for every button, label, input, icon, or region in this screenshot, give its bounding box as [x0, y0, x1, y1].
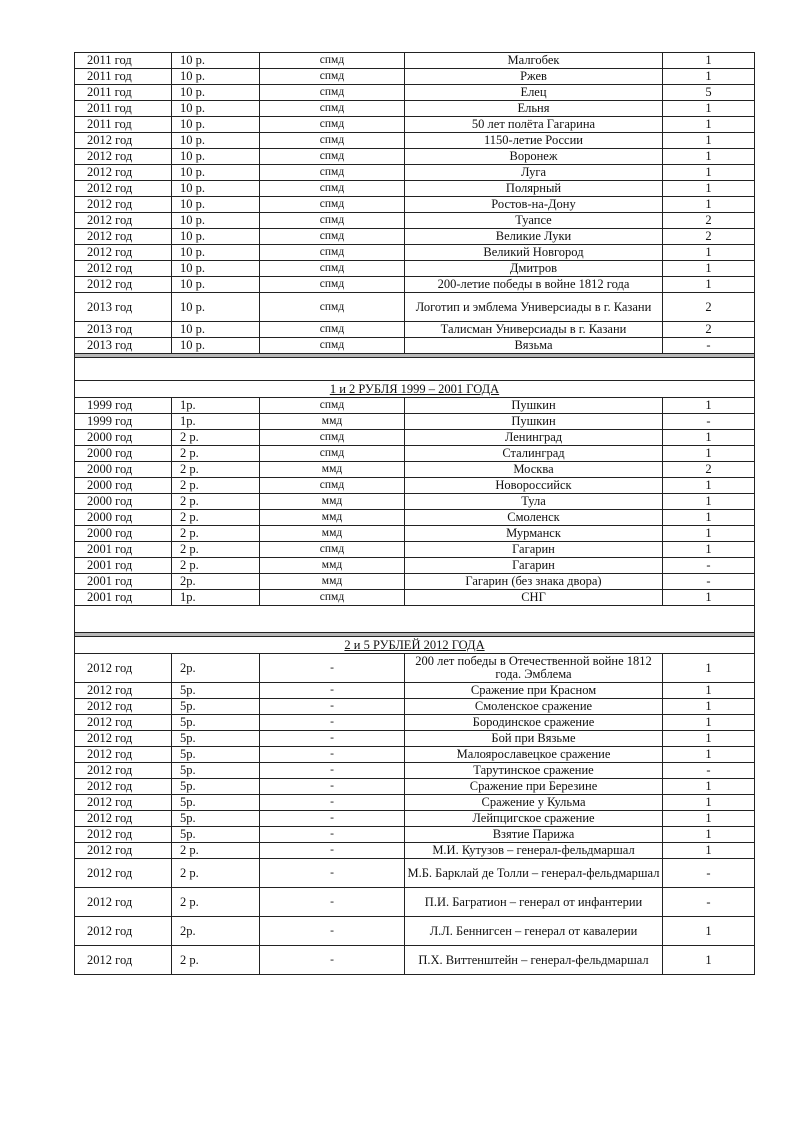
- quantity-cell: -: [663, 558, 755, 574]
- denomination-cell: 10 р.: [172, 117, 260, 133]
- coin-table: [74, 52, 755, 975]
- year-cell: 2012 год: [75, 946, 172, 975]
- denomination-cell: 5р.: [172, 795, 260, 811]
- denomination-cell: 10 р.: [172, 277, 260, 293]
- denomination-cell: 10 р.: [172, 322, 260, 338]
- mint-cell: ммд: [260, 574, 405, 590]
- coin-name-cell: Пушкин: [405, 414, 663, 430]
- year-cell: 2012 год: [75, 699, 172, 715]
- year-cell: 2012 год: [75, 181, 172, 197]
- table-row: [75, 117, 755, 133]
- coin-name-cell: М.И. Кутузов – генерал-фельдмаршал: [405, 843, 663, 859]
- coin-name-cell: СНГ: [405, 590, 663, 606]
- year-cell: 2012 год: [75, 747, 172, 763]
- mint-cell: -: [260, 731, 405, 747]
- denomination-cell: 10 р.: [172, 85, 260, 101]
- mint-cell: спмд: [260, 213, 405, 229]
- table-row: [75, 526, 755, 542]
- mint-cell: -: [260, 888, 405, 917]
- quantity-cell: 1: [663, 779, 755, 795]
- denomination-cell: 2 р.: [172, 558, 260, 574]
- quantity-cell: 2: [663, 293, 755, 322]
- year-cell: 2011 год: [75, 117, 172, 133]
- denomination-cell: 2р.: [172, 917, 260, 946]
- coin-name-cell: Москва: [405, 462, 663, 478]
- coin-name-cell: Талисман Универсиады в г. Казани: [405, 322, 663, 338]
- year-cell: 2001 год: [75, 558, 172, 574]
- denomination-cell: 10 р.: [172, 245, 260, 261]
- year-cell: 2000 год: [75, 430, 172, 446]
- coin-name-cell: 50 лет полёта Гагарина: [405, 117, 663, 133]
- mint-cell: -: [260, 699, 405, 715]
- coin-name-cell: Гагарин (без знака двора): [405, 574, 663, 590]
- mint-cell: ммд: [260, 414, 405, 430]
- coin-name-cell: Взятие Парижа: [405, 827, 663, 843]
- denomination-cell: 2р.: [172, 654, 260, 683]
- section-10-rub: [75, 53, 755, 354]
- quantity-cell: -: [663, 763, 755, 779]
- denomination-cell: 1р.: [172, 398, 260, 414]
- denomination-cell: 10 р.: [172, 165, 260, 181]
- quantity-cell: 1: [663, 245, 755, 261]
- quantity-cell: 1: [663, 494, 755, 510]
- denomination-cell: 10 р.: [172, 181, 260, 197]
- mint-cell: спмд: [260, 478, 405, 494]
- denomination-cell: 1р.: [172, 590, 260, 606]
- table-row: [75, 731, 755, 747]
- coin-name-cell: Гагарин: [405, 542, 663, 558]
- table-row: [75, 261, 755, 277]
- coin-name-cell: 1150-летие России: [405, 133, 663, 149]
- year-cell: 2012 год: [75, 683, 172, 699]
- denomination-cell: 10 р.: [172, 53, 260, 69]
- denomination-cell: 5р.: [172, 683, 260, 699]
- denomination-cell: 10 р.: [172, 101, 260, 117]
- quantity-cell: 1: [663, 827, 755, 843]
- year-cell: 2012 год: [75, 731, 172, 747]
- table-row: [75, 478, 755, 494]
- coin-name-cell: Лейпцигское сражение: [405, 811, 663, 827]
- denomination-cell: 2 р.: [172, 494, 260, 510]
- mint-cell: -: [260, 715, 405, 731]
- year-cell: 1999 год: [75, 398, 172, 414]
- table-row: [75, 699, 755, 715]
- mint-cell: ммд: [260, 462, 405, 478]
- table-row: [75, 197, 755, 213]
- coin-name-cell: М.Б. Барклай де Толли – генерал-фельдмаршал: [405, 859, 663, 888]
- coin-name-cell: Тула: [405, 494, 663, 510]
- quantity-cell: 1: [663, 261, 755, 277]
- denomination-cell: 2р.: [172, 574, 260, 590]
- year-cell: 2012 год: [75, 843, 172, 859]
- table-row: [75, 430, 755, 446]
- denomination-cell: 2 р.: [172, 946, 260, 975]
- table-row: [75, 683, 755, 699]
- year-cell: 2000 год: [75, 494, 172, 510]
- table-row: [75, 654, 755, 683]
- coin-name-cell: Великие Луки: [405, 229, 663, 245]
- mint-cell: ммд: [260, 510, 405, 526]
- year-cell: 2012 год: [75, 654, 172, 683]
- coin-name-cell: Логотип и эмблема Универсиады в г. Казани: [405, 293, 663, 322]
- coin-name-cell: Л.Л. Беннигсен – генерал от кавалерии: [405, 917, 663, 946]
- denomination-cell: 10 р.: [172, 213, 260, 229]
- year-cell: 2012 год: [75, 795, 172, 811]
- year-cell: 2012 год: [75, 261, 172, 277]
- mint-cell: спмд: [260, 69, 405, 85]
- table-row: [75, 53, 755, 69]
- quantity-cell: 1: [663, 747, 755, 763]
- year-cell: 2011 год: [75, 69, 172, 85]
- coin-name-cell: Бой при Вязьме: [405, 731, 663, 747]
- mint-cell: спмд: [260, 197, 405, 213]
- year-cell: 2012 год: [75, 133, 172, 149]
- year-cell: 2012 год: [75, 779, 172, 795]
- year-cell: 2012 год: [75, 149, 172, 165]
- coin-name-cell: Луга: [405, 165, 663, 181]
- section-divider-c: [75, 606, 755, 654]
- year-cell: 2000 год: [75, 510, 172, 526]
- coin-name-cell: Смоленск: [405, 510, 663, 526]
- table-row: [75, 165, 755, 181]
- mint-cell: -: [260, 827, 405, 843]
- year-cell: 2000 год: [75, 526, 172, 542]
- table-row: [75, 811, 755, 827]
- year-cell: 2001 год: [75, 542, 172, 558]
- mint-cell: спмд: [260, 133, 405, 149]
- quantity-cell: 1: [663, 277, 755, 293]
- quantity-cell: 1: [663, 510, 755, 526]
- table-row: [75, 795, 755, 811]
- year-cell: 1999 год: [75, 414, 172, 430]
- quantity-cell: 1: [663, 843, 755, 859]
- mint-cell: спмд: [260, 338, 405, 354]
- quantity-cell: 1: [663, 149, 755, 165]
- denomination-cell: 2 р.: [172, 462, 260, 478]
- coin-name-cell: Гагарин: [405, 558, 663, 574]
- mint-cell: спмд: [260, 322, 405, 338]
- quantity-cell: 1: [663, 731, 755, 747]
- coin-name-cell: Вязьма: [405, 338, 663, 354]
- denomination-cell: 5р.: [172, 811, 260, 827]
- quantity-cell: 1: [663, 398, 755, 414]
- table-row: [75, 101, 755, 117]
- year-cell: 2012 год: [75, 213, 172, 229]
- mint-cell: спмд: [260, 245, 405, 261]
- table-row: [75, 245, 755, 261]
- table-row: [75, 338, 755, 354]
- coin-name-cell: Воронеж: [405, 149, 663, 165]
- coin-name-cell: Дмитров: [405, 261, 663, 277]
- quantity-cell: 2: [663, 462, 755, 478]
- table-row: [75, 510, 755, 526]
- mint-cell: спмд: [260, 446, 405, 462]
- year-cell: 2012 год: [75, 888, 172, 917]
- mint-cell: спмд: [260, 85, 405, 101]
- year-cell: 2013 год: [75, 338, 172, 354]
- denomination-cell: 5р.: [172, 747, 260, 763]
- table-row: [75, 293, 755, 322]
- denomination-cell: 10 р.: [172, 133, 260, 149]
- denomination-cell: 2 р.: [172, 446, 260, 462]
- section-1-2-rub: [75, 398, 755, 606]
- quantity-cell: 1: [663, 101, 755, 117]
- quantity-cell: 2: [663, 322, 755, 338]
- mint-cell: спмд: [260, 165, 405, 181]
- denomination-cell: 10 р.: [172, 229, 260, 245]
- quantity-cell: 1: [663, 715, 755, 731]
- quantity-cell: 1: [663, 590, 755, 606]
- table-row: [75, 398, 755, 414]
- quantity-cell: 1: [663, 133, 755, 149]
- denomination-cell: 10 р.: [172, 197, 260, 213]
- mint-cell: спмд: [260, 293, 405, 322]
- coin-name-cell: 200 лет победы в Отечественной войне 1812 года. Эмблема: [405, 654, 663, 683]
- quantity-cell: 1: [663, 446, 755, 462]
- quantity-cell: 1: [663, 654, 755, 683]
- denomination-cell: 2 р.: [172, 510, 260, 526]
- table-row: [75, 494, 755, 510]
- table-row: [75, 827, 755, 843]
- year-cell: 2013 год: [75, 293, 172, 322]
- coin-name-cell: Мурманск: [405, 526, 663, 542]
- table-row: [75, 85, 755, 101]
- table-row: [75, 69, 755, 85]
- denomination-cell: 2 р.: [172, 478, 260, 494]
- year-cell: 2012 год: [75, 245, 172, 261]
- coin-name-cell: Малоярославецкое сражение: [405, 747, 663, 763]
- year-cell: 2012 год: [75, 811, 172, 827]
- mint-cell: спмд: [260, 101, 405, 117]
- table-row: [75, 558, 755, 574]
- table-row: [75, 590, 755, 606]
- quantity-cell: 1: [663, 197, 755, 213]
- quantity-cell: 1: [663, 69, 755, 85]
- mint-cell: -: [260, 917, 405, 946]
- quantity-cell: -: [663, 574, 755, 590]
- table-row: [75, 213, 755, 229]
- mint-cell: спмд: [260, 277, 405, 293]
- denomination-cell: 2 р.: [172, 888, 260, 917]
- coin-name-cell: Великий Новгород: [405, 245, 663, 261]
- denomination-cell: 5р.: [172, 827, 260, 843]
- quantity-cell: 1: [663, 117, 755, 133]
- coin-name-cell: П.Х. Виттенштейн – генерал-фельдмаршал: [405, 946, 663, 975]
- mint-cell: -: [260, 795, 405, 811]
- mint-cell: -: [260, 747, 405, 763]
- mint-cell: спмд: [260, 149, 405, 165]
- table-row: [75, 574, 755, 590]
- mint-cell: ммд: [260, 526, 405, 542]
- coin-name-cell: Тарутинское сражение: [405, 763, 663, 779]
- coin-name-cell: Сражение у Кульма: [405, 795, 663, 811]
- table-row: [75, 149, 755, 165]
- mint-cell: ммд: [260, 494, 405, 510]
- denomination-cell: 5р.: [172, 715, 260, 731]
- year-cell: 2013 год: [75, 322, 172, 338]
- mint-cell: спмд: [260, 53, 405, 69]
- mint-cell: -: [260, 779, 405, 795]
- year-cell: 2011 год: [75, 101, 172, 117]
- denomination-cell: 10 р.: [172, 69, 260, 85]
- quantity-cell: 1: [663, 181, 755, 197]
- denomination-cell: 1р.: [172, 414, 260, 430]
- quantity-cell: 2: [663, 229, 755, 245]
- year-cell: 2000 год: [75, 478, 172, 494]
- quantity-cell: 1: [663, 946, 755, 975]
- table-row: [75, 747, 755, 763]
- quantity-cell: 1: [663, 699, 755, 715]
- coin-name-cell: Пушкин: [405, 398, 663, 414]
- table-row: [75, 277, 755, 293]
- coin-name-cell: Смоленское сражение: [405, 699, 663, 715]
- year-cell: 2000 год: [75, 446, 172, 462]
- coin-name-cell: Полярный: [405, 181, 663, 197]
- denomination-cell: 2 р.: [172, 843, 260, 859]
- coin-name-cell: Бородинское сражение: [405, 715, 663, 731]
- year-cell: 2012 год: [75, 859, 172, 888]
- section-2-5-rub: [75, 654, 755, 975]
- quantity-cell: -: [663, 414, 755, 430]
- coin-name-cell: Сражение при Березине: [405, 779, 663, 795]
- section-divider-b: [75, 354, 755, 398]
- table-row: [75, 133, 755, 149]
- denomination-cell: 10 р.: [172, 338, 260, 354]
- quantity-cell: 1: [663, 795, 755, 811]
- denomination-cell: 5р.: [172, 731, 260, 747]
- coin-inventory-page: [74, 52, 754, 975]
- table-row: [75, 181, 755, 197]
- table-row: [75, 917, 755, 946]
- year-cell: 2011 год: [75, 53, 172, 69]
- mint-cell: спмд: [260, 261, 405, 277]
- mint-cell: -: [260, 683, 405, 699]
- year-cell: 2012 год: [75, 229, 172, 245]
- quantity-cell: 1: [663, 542, 755, 558]
- mint-cell: -: [260, 763, 405, 779]
- table-row: [75, 859, 755, 888]
- denomination-cell: 5р.: [172, 779, 260, 795]
- mint-cell: -: [260, 859, 405, 888]
- mint-cell: спмд: [260, 229, 405, 245]
- coin-name-cell: Ельня: [405, 101, 663, 117]
- coin-name-cell: П.И. Багратион – генерал от инфантерии: [405, 888, 663, 917]
- table-row: [75, 462, 755, 478]
- denomination-cell: 2 р.: [172, 526, 260, 542]
- quantity-cell: 1: [663, 430, 755, 446]
- table-row: [75, 779, 755, 795]
- quantity-cell: 1: [663, 811, 755, 827]
- quantity-cell: 1: [663, 165, 755, 181]
- quantity-cell: 1: [663, 917, 755, 946]
- mint-cell: спмд: [260, 542, 405, 558]
- year-cell: 2011 год: [75, 85, 172, 101]
- mint-cell: ммд: [260, 558, 405, 574]
- table-row: [75, 888, 755, 917]
- mint-cell: спмд: [260, 430, 405, 446]
- quantity-cell: -: [663, 888, 755, 917]
- denomination-cell: 5р.: [172, 763, 260, 779]
- coin-name-cell: 200-летие победы в войне 1812 года: [405, 277, 663, 293]
- mint-cell: спмд: [260, 398, 405, 414]
- year-cell: 2012 год: [75, 197, 172, 213]
- table-row: [75, 715, 755, 731]
- coin-name-cell: Сталинград: [405, 446, 663, 462]
- denomination-cell: 10 р.: [172, 293, 260, 322]
- mint-cell: спмд: [260, 181, 405, 197]
- year-cell: 2012 год: [75, 763, 172, 779]
- table-row: [75, 763, 755, 779]
- table-row: [75, 542, 755, 558]
- coin-name-cell: Туапсе: [405, 213, 663, 229]
- coin-name-cell: Новороссийск: [405, 478, 663, 494]
- mint-cell: -: [260, 946, 405, 975]
- coin-name-cell: Малгобек: [405, 53, 663, 69]
- coin-name-cell: Ленинград: [405, 430, 663, 446]
- mint-cell: спмд: [260, 590, 405, 606]
- year-cell: 2000 год: [75, 462, 172, 478]
- section-title: 1 и 2 РУБЛЯ 1999 – 2001 ГОДА: [75, 381, 755, 398]
- quantity-cell: 1: [663, 683, 755, 699]
- mint-cell: -: [260, 654, 405, 683]
- section-title: 2 и 5 РУБЛЕЙ 2012 ГОДА: [75, 637, 755, 654]
- year-cell: 2012 год: [75, 715, 172, 731]
- coin-name-cell: Елец: [405, 85, 663, 101]
- year-cell: 2012 год: [75, 827, 172, 843]
- denomination-cell: 5р.: [172, 699, 260, 715]
- year-cell: 2012 год: [75, 277, 172, 293]
- denomination-cell: 10 р.: [172, 261, 260, 277]
- year-cell: 2012 год: [75, 165, 172, 181]
- coin-name-cell: Сражение при Красном: [405, 683, 663, 699]
- denomination-cell: 10 р.: [172, 149, 260, 165]
- mint-cell: спмд: [260, 117, 405, 133]
- quantity-cell: 2: [663, 213, 755, 229]
- quantity-cell: 5: [663, 85, 755, 101]
- denomination-cell: 2 р.: [172, 542, 260, 558]
- year-cell: 2012 год: [75, 917, 172, 946]
- year-cell: 2001 год: [75, 590, 172, 606]
- quantity-cell: -: [663, 338, 755, 354]
- table-row: [75, 946, 755, 975]
- year-cell: 2001 год: [75, 574, 172, 590]
- table-row: [75, 446, 755, 462]
- quantity-cell: 1: [663, 478, 755, 494]
- coin-name-cell: Ростов-на-Дону: [405, 197, 663, 213]
- denomination-cell: 2 р.: [172, 430, 260, 446]
- mint-cell: -: [260, 843, 405, 859]
- quantity-cell: 1: [663, 53, 755, 69]
- table-row: [75, 322, 755, 338]
- denomination-cell: 2 р.: [172, 859, 260, 888]
- quantity-cell: -: [663, 859, 755, 888]
- table-row: [75, 414, 755, 430]
- quantity-cell: 1: [663, 526, 755, 542]
- coin-name-cell: Ржев: [405, 69, 663, 85]
- table-row: [75, 843, 755, 859]
- mint-cell: -: [260, 811, 405, 827]
- table-row: [75, 229, 755, 245]
